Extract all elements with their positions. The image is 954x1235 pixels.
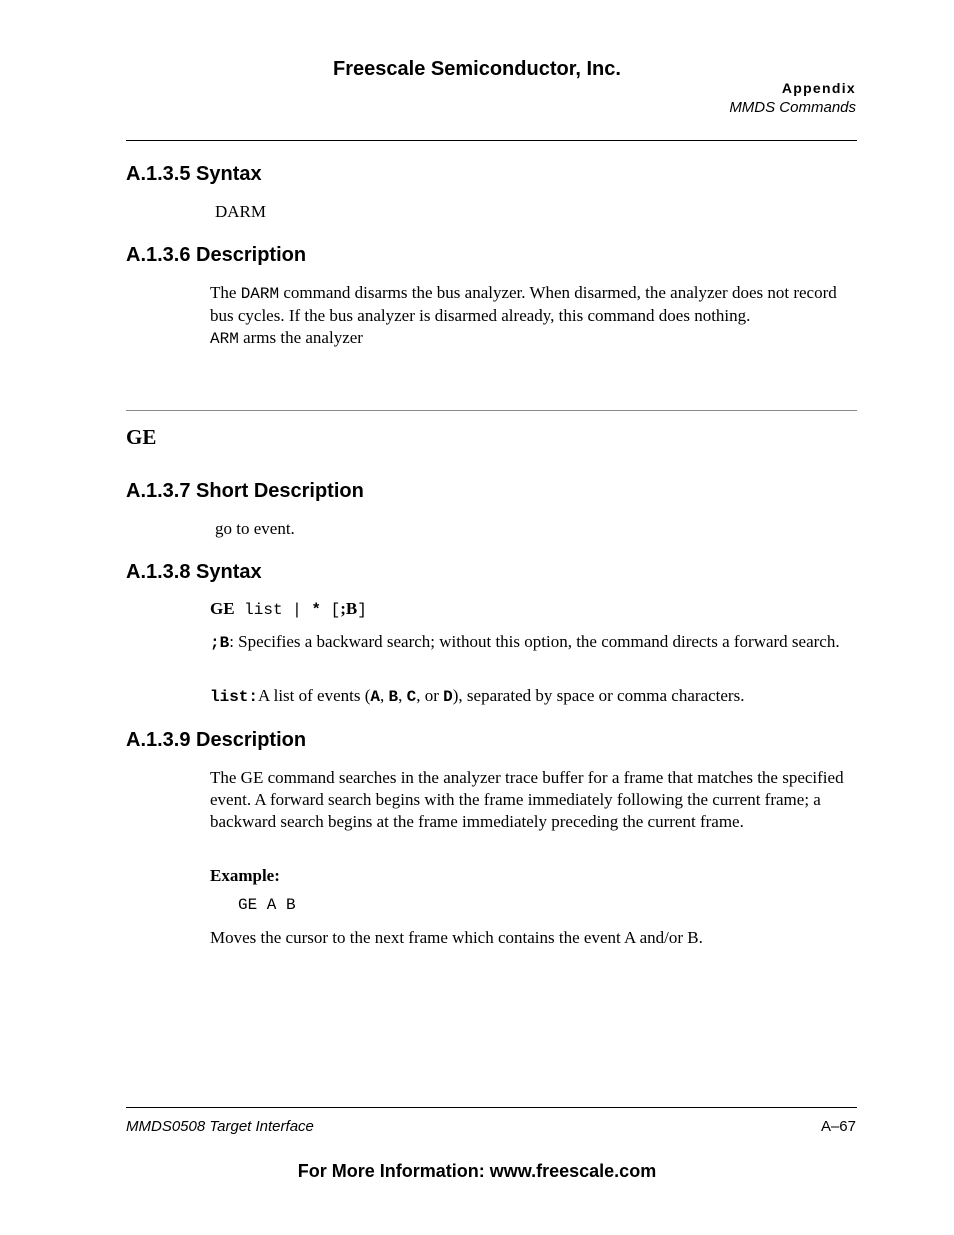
header-subsection: MMDS Commands: [729, 99, 856, 116]
code-arm: ARM: [210, 330, 239, 348]
company-title: Freescale Semiconductor, Inc.: [333, 58, 621, 80]
example-code: GE A B: [238, 896, 296, 914]
option-list: [210, 685, 858, 708]
desc-text: command disarms the bus analyzer. When disarmed, the analyzer does not record bus cycles. If the bus analyzer is disarmed already, this command does nothing.: [210, 283, 837, 325]
short-description: go to event.: [215, 519, 295, 538]
ge-description: The GE command searches in the analyzer trace buffer for a frame that matches the specified event. A forward search begins with the frame immediately following the current frame; a backward search begins at the frame immediately preceding the current frame.: [210, 768, 844, 831]
desc-text: The: [210, 283, 241, 302]
sep: ,: [398, 686, 407, 705]
event-b: B: [388, 688, 399, 706]
darm-description: [210, 282, 858, 350]
footer-rule: [126, 1107, 857, 1108]
heading-a139: A.1.3.9 Description: [126, 729, 307, 751]
page-number: A–67: [820, 1118, 856, 1135]
header-rule: [126, 140, 857, 141]
footer-info: For More Information: www.freescale.com: [297, 1161, 657, 1181]
sep: ,: [380, 686, 389, 705]
darm-syntax: DARM: [215, 202, 267, 221]
heading-a136: A.1.3.6 Description: [126, 244, 307, 266]
code-option-list: list:: [210, 688, 259, 706]
option-b: [210, 631, 858, 654]
event-a: A: [370, 688, 381, 706]
syntax-bracket: ]: [357, 601, 367, 619]
syntax-cmd: GE: [210, 599, 235, 618]
option-text: ), separated by space or comma characters.: [452, 686, 745, 705]
header-section: Appendix: [781, 80, 856, 96]
ge-syntax: [210, 598, 858, 621]
section-divider: [126, 410, 857, 411]
example-label: Example:: [210, 866, 280, 885]
footer-doc-title: MMDS0508 Target Interface: [126, 1118, 314, 1135]
code-option-b: ;B: [210, 634, 230, 652]
option-text: A list of events (: [258, 686, 371, 705]
event-c: C: [406, 688, 417, 706]
syntax-bracket: [: [320, 601, 341, 619]
syntax-option: ;B: [340, 599, 358, 618]
option-text: : Specifies a backward search; without this option, the command directs a forward search.: [229, 632, 840, 651]
code-darm: DARM: [240, 285, 280, 303]
example-explanation: Moves the cursor to the next frame which contains the event A and/or B.: [210, 928, 703, 947]
heading-a137: A.1.3.7 Short Description: [126, 480, 364, 502]
desc-text: arms the analyzer: [238, 328, 363, 347]
syntax-star: *: [311, 601, 321, 619]
heading-a135: A.1.3.5 Syntax: [126, 163, 262, 185]
command-name: GE: [126, 425, 157, 449]
event-d: D: [443, 688, 453, 706]
heading-a138: A.1.3.8 Syntax: [126, 561, 262, 583]
syntax-list: list |: [234, 601, 312, 619]
sep: , or: [416, 686, 444, 705]
